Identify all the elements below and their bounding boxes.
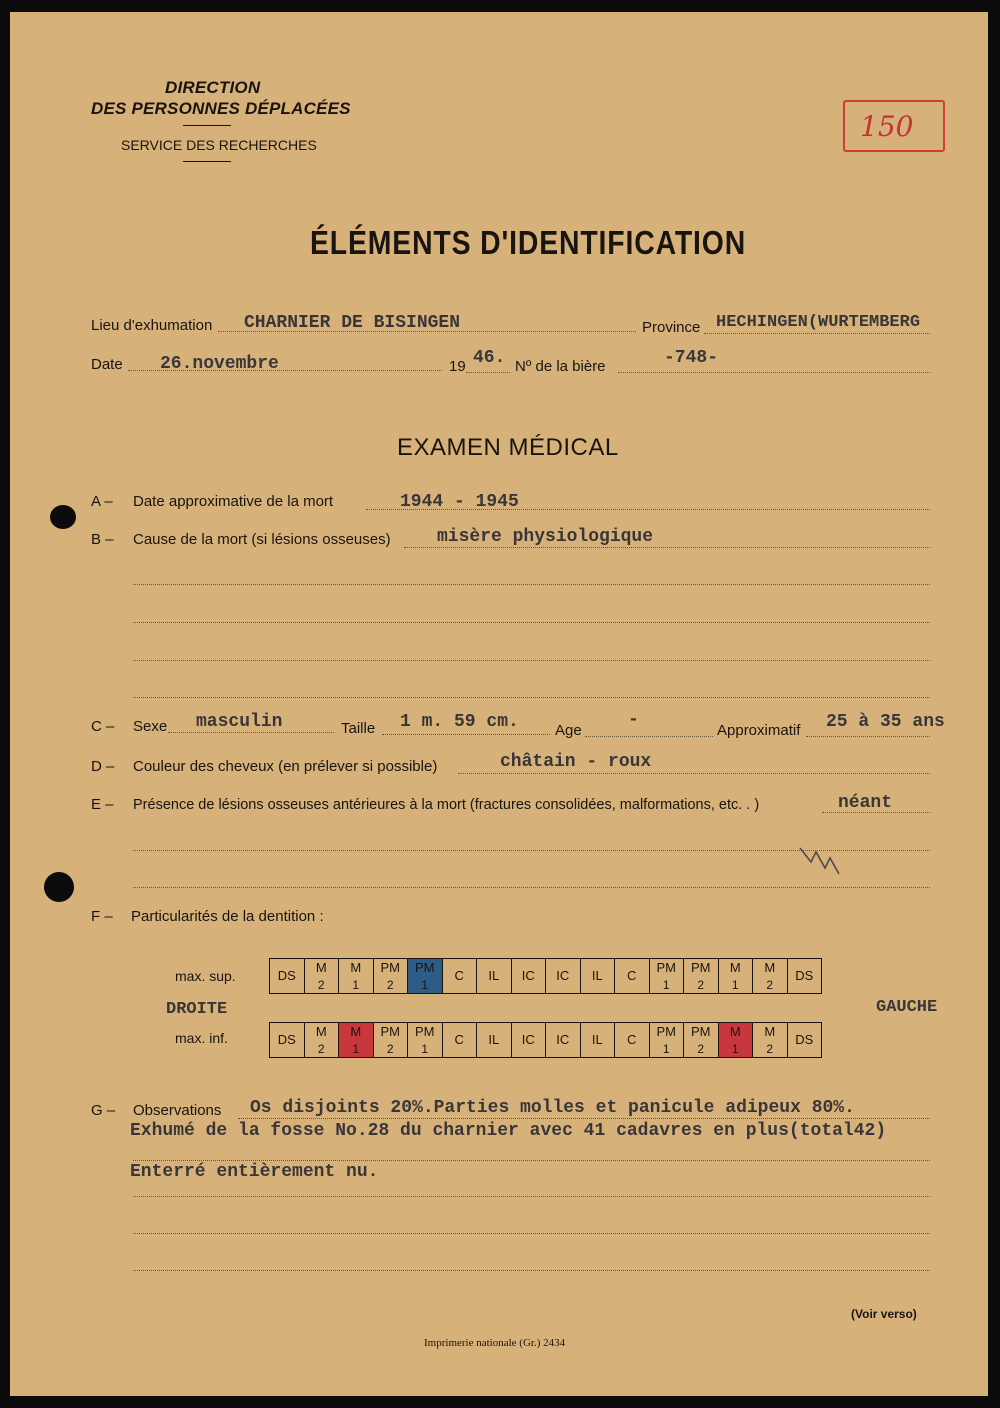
taille-value: 1 m. 59 cm. bbox=[400, 712, 519, 732]
tooth-type: DS bbox=[277, 1032, 296, 1047]
tooth-number: 1 bbox=[352, 1041, 360, 1056]
lieu-value: CHARNIER DE BISINGEN bbox=[244, 313, 461, 333]
tooth-type: IL bbox=[591, 1032, 603, 1047]
tooth-type: PM bbox=[656, 1023, 676, 1039]
tooth-type: PM bbox=[691, 959, 711, 975]
item-e-label: Présence de lésions osseuses antérieures à la mort (fractures consolidées, malformations, etc. . ) bbox=[133, 797, 760, 813]
item-e-letter: E – bbox=[91, 796, 114, 813]
tooth-type: M bbox=[764, 1023, 776, 1039]
upper-tooth-6 bbox=[477, 959, 512, 994]
lower-tooth-5 bbox=[442, 1023, 477, 1058]
lower-tooth-7 bbox=[511, 1023, 546, 1058]
voir-verso: (Voir verso) bbox=[851, 1307, 917, 1321]
tooth-type: IL bbox=[488, 968, 500, 983]
tooth-number: 2 bbox=[317, 1041, 325, 1056]
tooth-type: C bbox=[454, 968, 464, 983]
province-dotted-line bbox=[704, 333, 930, 334]
age-dotted-line bbox=[585, 736, 713, 737]
approx-dotted-line bbox=[806, 736, 930, 737]
item-d-label: Couleur des cheveux (en prélever si possible) bbox=[133, 758, 438, 775]
sexe-label: Sexe bbox=[133, 718, 168, 735]
upper-tooth-11 bbox=[649, 959, 684, 994]
date-value: 26.novembre bbox=[160, 354, 279, 374]
tooth-type: M bbox=[350, 1023, 362, 1039]
lower-tooth-12 bbox=[684, 1023, 719, 1058]
upper-tooth-5 bbox=[442, 959, 477, 994]
imprint: Imprimerie nationale (Gr.) 2434 bbox=[424, 1337, 566, 1349]
tooth-type: M bbox=[764, 959, 776, 975]
tooth-type: DS bbox=[795, 968, 814, 983]
lower-tooth-11 bbox=[649, 1023, 684, 1058]
approx-label: Approximatif bbox=[717, 722, 801, 739]
tooth-type: M bbox=[315, 1023, 327, 1039]
tooth-type: IL bbox=[591, 968, 603, 983]
year-dotted-line bbox=[466, 372, 510, 373]
lower-tooth-1 bbox=[304, 1023, 339, 1058]
tooth-number: 2 bbox=[697, 977, 705, 992]
upper-tooth-10 bbox=[615, 959, 650, 994]
item-f-letter: F – bbox=[91, 908, 113, 925]
blank-dotted-line bbox=[133, 887, 930, 888]
province-value: HECHINGEN(WURTEMBERG bbox=[716, 313, 921, 332]
tooth-type: IC bbox=[521, 1032, 535, 1047]
max-sup-label: max. sup. bbox=[175, 968, 236, 984]
max-inf-label: max. inf. bbox=[175, 1030, 228, 1046]
lower-tooth-10 bbox=[615, 1023, 650, 1058]
tooth-type: PM bbox=[380, 1023, 400, 1039]
blank-dotted-line bbox=[133, 660, 930, 661]
tooth-type: IC bbox=[556, 1032, 570, 1047]
tooth-number: 2 bbox=[317, 977, 325, 992]
blank-dotted-line bbox=[133, 1160, 930, 1161]
item-c-letter: C – bbox=[91, 718, 115, 735]
province-label: Province bbox=[642, 319, 701, 336]
form-paper bbox=[10, 12, 988, 1396]
item-g-letter: G – bbox=[91, 1102, 116, 1119]
observations-line-2: Exhumé de la fosse No.28 du charnier avec 41 cadavres en plus(total42) bbox=[130, 1121, 887, 1141]
item-a-label: Date approximative de la mort bbox=[133, 493, 334, 510]
upper-tooth-4 bbox=[408, 959, 443, 994]
punch-hole bbox=[44, 872, 74, 902]
tooth-type: M bbox=[350, 959, 362, 975]
tooth-number: 2 bbox=[766, 977, 774, 992]
observations-line-1: Os disjoints 20%.Parties molles et panicule adipeux 80%. bbox=[250, 1098, 855, 1118]
approx-value: 25 à 35 ans bbox=[826, 712, 945, 732]
tooth-type: DS bbox=[277, 968, 296, 983]
blank-dotted-line bbox=[133, 584, 930, 585]
upper-tooth-13 bbox=[718, 959, 753, 994]
tooth-type: IC bbox=[521, 968, 535, 983]
lower-tooth-14 bbox=[753, 1023, 788, 1058]
tooth-type: PM bbox=[380, 959, 400, 975]
upper-tooth-1 bbox=[304, 959, 339, 994]
tooth-type: M bbox=[729, 959, 741, 975]
lower-teeth-chart bbox=[269, 1022, 822, 1058]
page-title: ÉLÉMENTS D'IDENTIFICATION bbox=[310, 224, 747, 261]
lower-tooth-6 bbox=[477, 1023, 512, 1058]
tooth-type: IL bbox=[488, 1032, 500, 1047]
tooth-number: 1 bbox=[421, 1041, 429, 1056]
header-divider bbox=[183, 125, 231, 126]
lower-tooth-3 bbox=[373, 1023, 408, 1058]
header-subservice: SERVICE DES RECHERCHES bbox=[121, 137, 317, 153]
punch-hole bbox=[50, 505, 76, 529]
biere-label: Nº de la bière bbox=[515, 358, 606, 375]
blank-dotted-line bbox=[133, 1270, 930, 1271]
item-b-label: Cause de la mort (si lésions osseuses) bbox=[133, 531, 391, 548]
tooth-number: 2 bbox=[386, 1041, 394, 1056]
lower-tooth-8 bbox=[546, 1023, 581, 1058]
item-b-letter: B – bbox=[91, 531, 114, 548]
year-prefix: 19 bbox=[449, 358, 466, 375]
lower-tooth-13 bbox=[718, 1023, 753, 1058]
pencil-scribble bbox=[797, 842, 847, 882]
sexe-value: masculin bbox=[196, 712, 283, 732]
upper-tooth-12 bbox=[684, 959, 719, 994]
age-value: - bbox=[628, 710, 639, 730]
lower-tooth-9 bbox=[580, 1023, 615, 1058]
blank-dotted-line bbox=[133, 697, 930, 698]
lower-tooth-4 bbox=[408, 1023, 443, 1058]
section-title: EXAMEN MÉDICAL bbox=[397, 434, 619, 461]
item-d-dotted-line bbox=[458, 773, 930, 774]
lower-tooth-0 bbox=[270, 1023, 305, 1058]
lieu-label: Lieu d'exhumation bbox=[91, 317, 213, 334]
item-b-value: misère physiologique bbox=[437, 527, 654, 547]
blank-dotted-line bbox=[133, 622, 930, 623]
tooth-number: 1 bbox=[352, 977, 360, 992]
item-a-letter: A – bbox=[91, 493, 113, 510]
taille-label: Taille bbox=[341, 720, 376, 737]
header-direction: DIRECTION bbox=[165, 78, 261, 97]
header-divider bbox=[183, 161, 231, 162]
item-d-value: châtain - roux bbox=[500, 752, 652, 772]
item-e-value: néant bbox=[838, 793, 893, 813]
tooth-type: C bbox=[627, 968, 637, 983]
tooth-type: PM bbox=[415, 959, 435, 975]
tooth-type: PM bbox=[691, 1023, 711, 1039]
observations-label: Observations bbox=[133, 1102, 222, 1119]
tooth-number: 2 bbox=[386, 977, 394, 992]
tooth-number: 1 bbox=[421, 977, 429, 992]
blank-dotted-line bbox=[133, 1196, 930, 1197]
upper-tooth-7 bbox=[511, 959, 546, 994]
lower-tooth-15 bbox=[787, 1023, 822, 1058]
tooth-number: 1 bbox=[662, 977, 670, 992]
item-a-value: 1944 - 1945 bbox=[400, 492, 519, 512]
tooth-type: DS bbox=[795, 1032, 814, 1047]
observations-line-3: Enterré entièrement nu. bbox=[130, 1162, 379, 1182]
tooth-type: PM bbox=[415, 1023, 435, 1039]
upper-tooth-15 bbox=[787, 959, 822, 994]
tooth-type: C bbox=[454, 1032, 464, 1047]
tooth-type: M bbox=[315, 959, 327, 975]
tooth-number: 1 bbox=[731, 977, 739, 992]
tooth-type: M bbox=[729, 1023, 741, 1039]
tooth-type: PM bbox=[656, 959, 676, 975]
upper-tooth-14 bbox=[753, 959, 788, 994]
stamp-number: 150 bbox=[860, 110, 914, 143]
tooth-number: 2 bbox=[766, 1041, 774, 1056]
tooth-type: C bbox=[627, 1032, 637, 1047]
date-label: Date bbox=[91, 356, 123, 373]
sexe-dotted-line bbox=[168, 732, 334, 733]
header-service-name: DES PERSONNES DÉPLACÉES bbox=[91, 99, 351, 118]
tooth-number: 2 bbox=[697, 1041, 705, 1056]
upper-tooth-8 bbox=[546, 959, 581, 994]
taille-dotted-line bbox=[382, 734, 550, 735]
upper-tooth-9 bbox=[580, 959, 615, 994]
observations-dotted-line bbox=[238, 1118, 930, 1119]
upper-tooth-3 bbox=[373, 959, 408, 994]
biere-value: -748- bbox=[664, 348, 719, 368]
tooth-number: 1 bbox=[731, 1041, 739, 1056]
droite-label: DROITE bbox=[166, 1000, 228, 1019]
item-b-dotted-line bbox=[404, 547, 930, 548]
year-value: 46. bbox=[473, 348, 506, 368]
tooth-type: IC bbox=[556, 968, 570, 983]
biere-dotted-line bbox=[618, 372, 930, 373]
item-f-label: Particularités de la dentition : bbox=[131, 908, 324, 925]
age-label: Age bbox=[555, 722, 582, 739]
lower-tooth-2 bbox=[339, 1023, 374, 1058]
item-d-letter: D – bbox=[91, 758, 115, 775]
upper-tooth-0 bbox=[270, 959, 305, 994]
blank-dotted-line bbox=[133, 1233, 930, 1234]
gauche-label: GAUCHE bbox=[876, 998, 938, 1017]
upper-teeth-chart bbox=[269, 958, 822, 994]
tooth-number: 1 bbox=[662, 1041, 670, 1056]
upper-tooth-2 bbox=[339, 959, 374, 994]
